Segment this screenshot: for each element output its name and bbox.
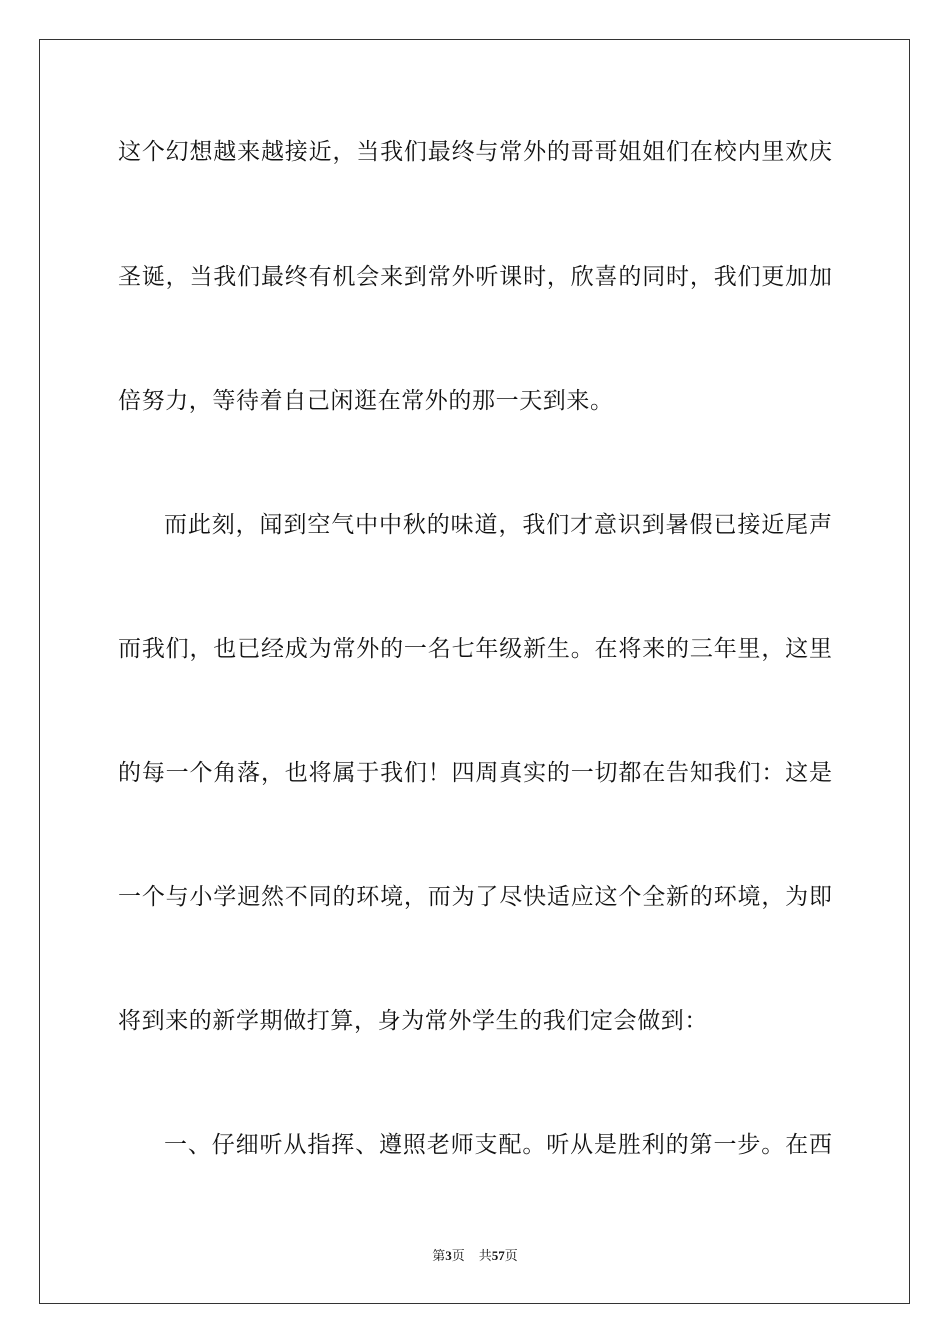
body-text-line-9: 一、仔细听从指挥、遵照老师支配。听从是胜利的第一步。在西	[164, 1132, 832, 1158]
current-page-number: 3	[445, 1248, 452, 1263]
page-prefix: 第	[432, 1249, 446, 1264]
total-suffix: 页	[504, 1249, 518, 1264]
page-footer	[0, 1247, 950, 1266]
body-text-line-5: 而我们，也已经成为常外的一名七年级新生。在将来的三年里，这里	[118, 636, 832, 662]
body-text-line-4: 而此刻，闻到空气中中秋的味道，我们才意识到暑假已接近尾声	[164, 512, 832, 538]
page-suffix: 页	[451, 1249, 465, 1264]
body-text-line-1: 这个幻想越来越接近，当我们最终与常外的哥哥姐姐们在校内里欢庆	[118, 139, 832, 165]
total-page-count: 57	[491, 1248, 505, 1263]
body-text-line-3: 倍努力，等待着自己闲逛在常外的那一天到来。	[118, 388, 614, 414]
body-text-line-2: 圣诞，当我们最终有机会来到常外听课时，欣喜的同时，我们更加加	[118, 264, 832, 290]
page-border	[39, 39, 910, 1304]
body-text-line-8: 将到来的新学期做打算，身为常外学生的我们定会做到：	[118, 1008, 708, 1034]
body-text-line-6: 的每一个角落，也将属于我们！四周真实的一切都在告知我们：这是	[118, 760, 832, 786]
body-text-line-7: 一个与小学迥然不同的环境，而为了尽快适应这个全新的环境，为即	[118, 884, 832, 910]
total-prefix: 共	[478, 1249, 492, 1264]
